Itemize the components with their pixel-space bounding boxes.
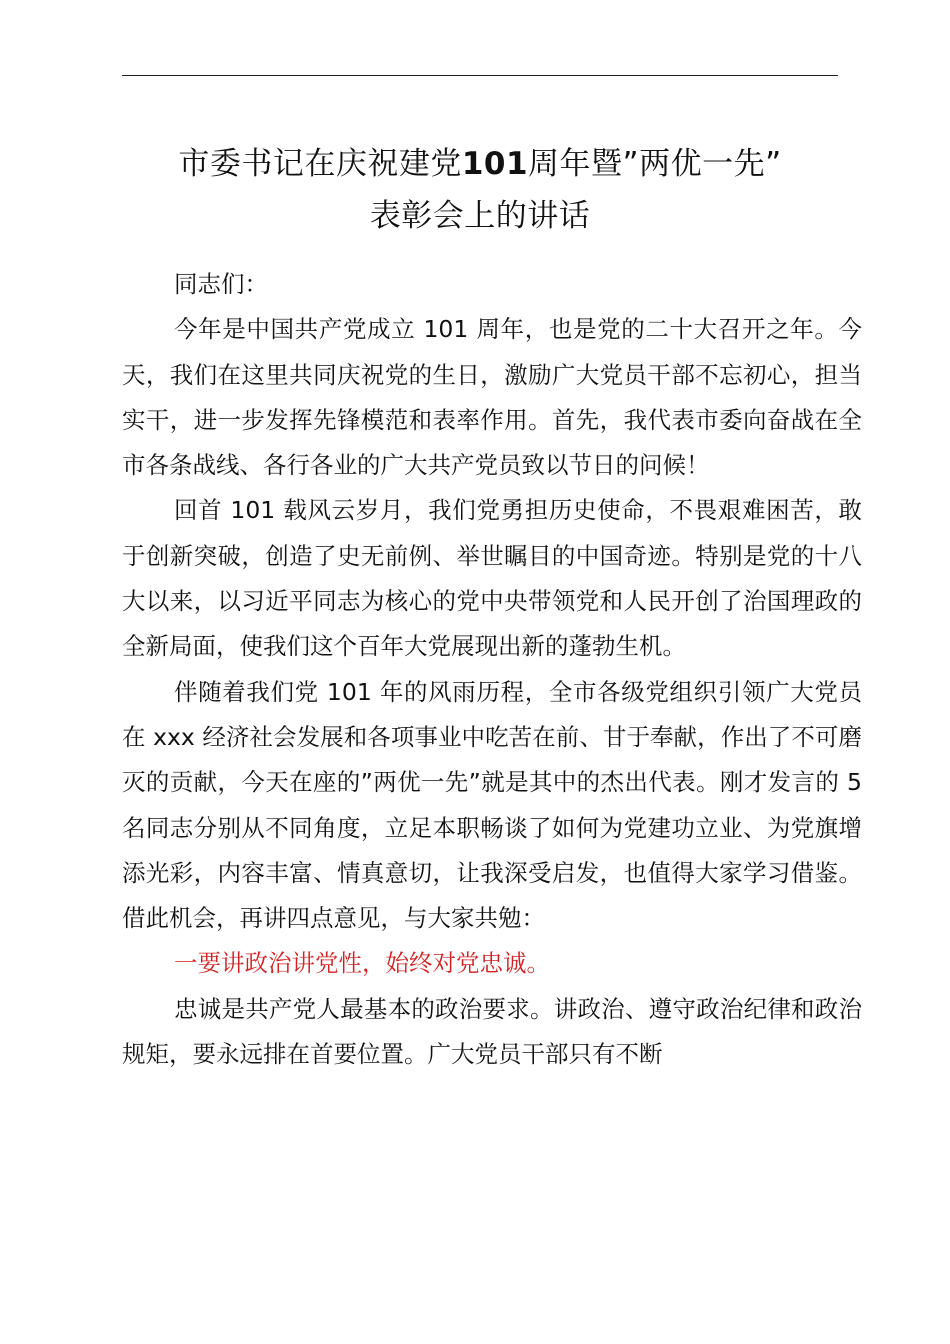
title-text-post: 周年暨”两优一先” [528, 146, 782, 182]
document-body [122, 262, 862, 1077]
paragraph-line: 我代表市委向奋战在全市各条战线、各行各业的广大共产党员 [122, 405, 863, 480]
paragraph-line: 忠诚是共产党人最基本的政治要求。讲政治、遵守政治纪 [174, 994, 768, 1023]
body-paragraph [122, 987, 862, 1078]
section-heading-text: 一要讲政治讲党性，始终对党忠诚。 [174, 949, 550, 978]
paragraph-line: 出代表。刚才发言的 5 名同志分别从不同角度，立足本职畅谈 [122, 768, 862, 842]
paragraph-line: 不忘初心，担当实干，进一步发挥先锋模范和表率作用。首先， [122, 360, 863, 434]
title-line-1 [100, 138, 860, 190]
section-heading [122, 941, 862, 986]
title-number: 101 [461, 146, 529, 182]
paragraph-line: 律和政治规矩，要永远排在首要位置。广大党员干部只有不断 [122, 994, 863, 1069]
paragraph-line: 苦，敢于创新突破，创造了史无前例、举世瞩目的中国奇迹。 [122, 496, 863, 570]
paragraph-line: 见，与大家共勉： [357, 904, 545, 933]
paragraph-line: 了如何为党建功立业、为党旗增添光彩，内容丰富、情真意切， [122, 813, 863, 887]
title-text-pre: 市委书记在庆祝建党 [178, 146, 462, 182]
body-paragraph [122, 670, 862, 942]
paragraph-line: 大党员在 xxx 经济社会发展和各项事业中吃苦在前、甘于奉献， [122, 677, 863, 751]
salutation-paragraph [122, 262, 862, 307]
paragraph-line: 今年是中国共产党成立 101 周年，也是党的二十大召开之 [174, 315, 791, 344]
title-line-2: 表彰会上的讲话 [369, 198, 591, 234]
paragraph-line: 出新的蓬勃生机。 [498, 632, 686, 661]
paragraph-line: 特别是党的十八大以来，以习近平同志为核心的党中央带领党 [122, 541, 863, 616]
body-paragraph [122, 307, 862, 488]
header-rule [122, 75, 838, 76]
paragraph-line: 和人民开创了治国理政的全新局面，使我们这个百年大党展现 [122, 587, 863, 661]
body-paragraph [122, 488, 862, 669]
paragraph-line: 回首 101 载风云岁月，我们党勇担历史使命，不畏艰难困 [174, 496, 791, 525]
paragraph-line: 让我深受启发，也值得大家学习借鉴。借此机会，再讲四点意 [122, 858, 863, 933]
paragraph-line: 作出了不可磨灭的贡献，今天在座的”两优一先”就是其中的杰 [122, 722, 862, 797]
paragraph-line: 年。今天，我们在这里共同庆祝党的生日，激励广大党员干部 [122, 315, 863, 389]
paragraph-line: 致以节日的问候！ [521, 451, 710, 480]
page-title [100, 138, 860, 242]
paragraph-line: 伴随着我们党 101 年的风雨历程，全市各级党组织引领广 [174, 677, 791, 706]
paragraph-line: 同志们： [174, 270, 268, 298]
